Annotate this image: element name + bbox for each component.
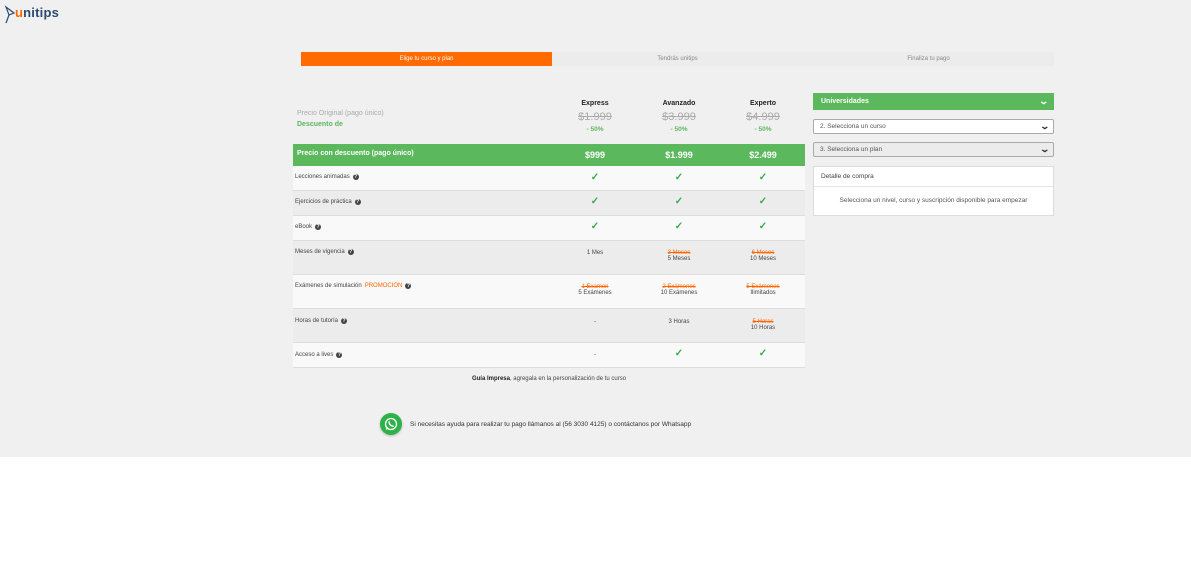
purchase-sidebar	[813, 93, 1054, 216]
promo-badge: PROMOCION	[364, 283, 403, 289]
horas-express: -	[594, 319, 596, 325]
question-icon[interactable]: ?	[356, 199, 360, 205]
question-icon[interactable]: ?	[342, 318, 346, 324]
row-label: Lecciones animadas ?	[295, 174, 358, 180]
question-icon[interactable]: ?	[316, 224, 320, 230]
original-price-label: Precio Original (pago único)	[297, 110, 384, 117]
price-avanzado: $1.999	[665, 150, 693, 160]
unitips-logo[interactable]	[4, 3, 64, 27]
plan-name: Experto	[749, 100, 777, 107]
plans-header	[293, 95, 805, 143]
row-label: Horas de tutoría ?	[295, 318, 346, 324]
course-select[interactable]: 2. Selecciona un curso ⌄	[813, 119, 1054, 134]
row-label: Exámenes de simulación PROMOCION ?	[295, 283, 410, 289]
plans-table	[293, 95, 805, 368]
help-text: Si necesitas ayuda para realizar tu pago llámanos al (56 3030 4125) o contáctanos por Whatsapp	[410, 420, 692, 428]
checkout-steps	[301, 52, 1054, 66]
step-unitips[interactable]: Tendrás unitips	[552, 52, 803, 66]
plan-original-price: $4.999	[746, 111, 780, 123]
check-icon: ✓	[674, 172, 684, 183]
plan-select[interactable]: 3. Selecciona un plan ⌄	[813, 142, 1054, 157]
whatsapp-icon[interactable]	[380, 413, 402, 435]
help-contact	[380, 413, 691, 435]
check-icon: ✓	[674, 221, 684, 232]
plan-name: Avanzado	[662, 100, 696, 107]
table-row-lecciones	[293, 166, 805, 191]
check-icon: ✓	[674, 196, 684, 207]
purchase-detail-title: Detalle de compra	[814, 167, 1053, 187]
table-row-lives	[293, 343, 805, 368]
chevron-down-icon: ⌄	[1039, 144, 1051, 154]
meses-experto: 6 Meses 10 Meses	[749, 250, 776, 262]
meses-avanzado: 3 Meses 5 Meses	[667, 250, 691, 262]
plan-original-price: $1.999	[578, 111, 612, 123]
plan-express[interactable]	[565, 100, 625, 133]
university-select[interactable]: Universidades ⌄	[813, 93, 1054, 110]
chevron-down-icon: ⌄	[1038, 96, 1050, 106]
examenes-experto: 5 Exámenes Ilimitados	[746, 284, 780, 296]
check-icon: ✓	[758, 172, 768, 183]
step-payment[interactable]: Finaliza tu pago	[803, 52, 1054, 66]
plan-name: Express	[581, 100, 609, 107]
logo-text: unitips	[15, 5, 60, 20]
check-icon: ✓	[590, 196, 600, 207]
question-icon[interactable]: ?	[349, 249, 353, 255]
printed-guide-note: Guía Impresa, agregala en la personalización de tu curso	[471, 376, 627, 382]
table-row-ebook	[293, 216, 805, 241]
plan-discount: - 50%	[754, 126, 772, 133]
question-icon[interactable]: ?	[406, 283, 410, 289]
check-icon: ✓	[758, 348, 768, 359]
check-icon: ✓	[590, 221, 600, 232]
plan-discount: - 50%	[670, 126, 688, 133]
purchase-detail	[813, 166, 1054, 216]
row-label: eBook ?	[295, 224, 320, 230]
horas-avanzado: 3 Horas	[668, 319, 690, 325]
examenes-express: 1 Examen 5 Exámenes	[578, 284, 612, 296]
table-row-meses	[293, 241, 805, 275]
discounted-price-row	[293, 144, 805, 166]
examenes-avanzado: 2 Exámenes 10 Exámenes	[660, 284, 698, 296]
discounted-price-label: Precio con descuento (pago único)	[297, 150, 414, 157]
chevron-down-icon: ⌄	[1039, 121, 1051, 131]
plan-original-price: $3.999	[662, 111, 696, 123]
check-icon: ✓	[590, 172, 600, 183]
table-row-horas	[293, 309, 805, 343]
plan-discount: - 50%	[586, 126, 604, 133]
plan-avanzado[interactable]	[649, 100, 709, 133]
row-label: Ejercicios de práctica ?	[295, 199, 360, 205]
plan-experto[interactable]	[733, 100, 793, 133]
price-express: $999	[584, 150, 606, 160]
table-row-examenes	[293, 275, 805, 309]
meses-express: 1 Mes	[586, 250, 604, 256]
discount-label: Descuento de	[297, 121, 343, 128]
lives-express: -	[594, 352, 596, 358]
horas-experto: 5 Horas 10 Horas	[750, 319, 776, 331]
table-row-ejercicios	[293, 191, 805, 216]
price-experto: $2.499	[749, 150, 777, 160]
question-icon[interactable]: ?	[337, 352, 341, 358]
step-choose-course[interactable]: Elige tu curso y plan	[301, 52, 552, 66]
question-icon[interactable]: ?	[354, 174, 358, 180]
row-label: Acceso a lives ?	[295, 352, 341, 358]
check-icon: ✓	[758, 196, 768, 207]
check-icon: ✓	[674, 348, 684, 359]
purchase-detail-body: Selecciona un nivel, curso y suscripción disponible para empezar	[839, 197, 1028, 204]
check-icon: ✓	[758, 221, 768, 232]
row-label: Meses de vigencia ?	[295, 249, 353, 255]
